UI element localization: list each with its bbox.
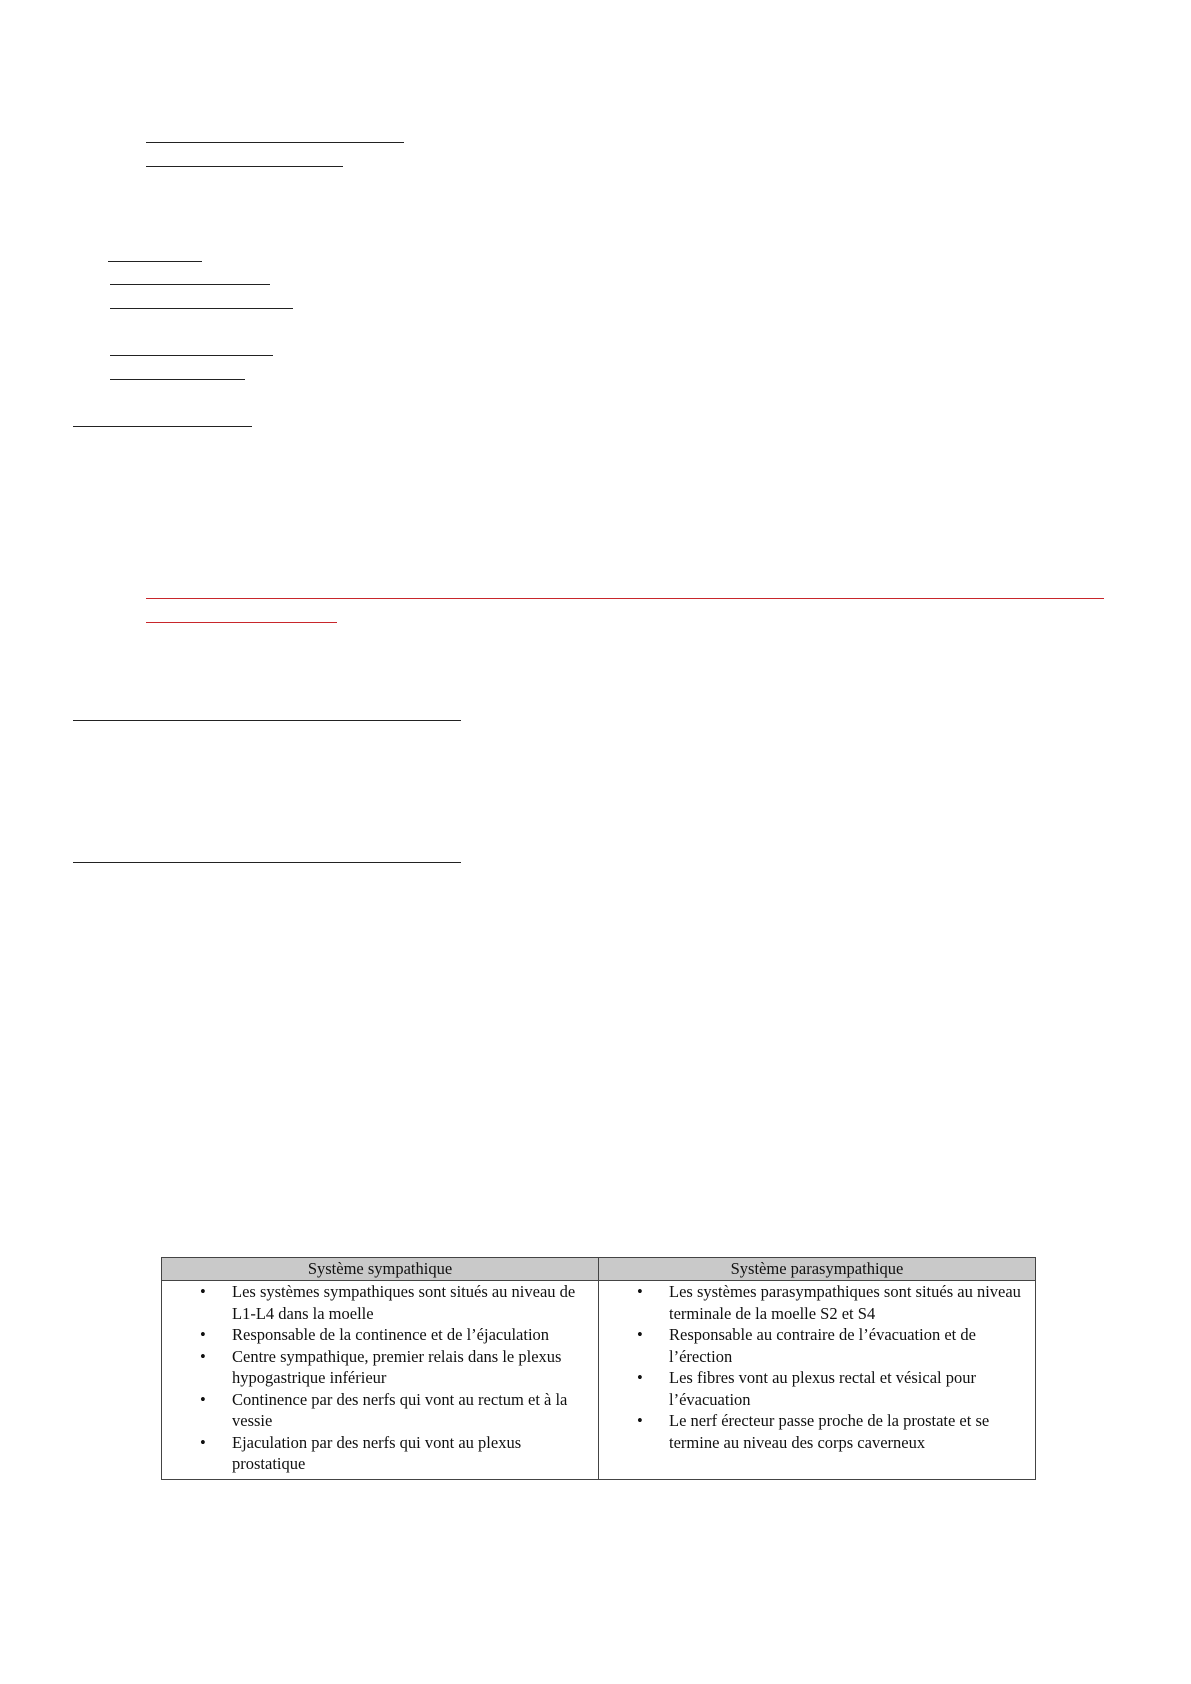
bullet-icon: • <box>200 1282 206 1301</box>
underline-rule <box>73 426 252 427</box>
list-item <box>200 1281 588 1324</box>
table-row <box>162 1281 1036 1480</box>
underline-rule <box>146 166 343 167</box>
red-underline-rule <box>146 598 1104 599</box>
bullet-icon: • <box>637 1411 643 1430</box>
bullet-icon: • <box>200 1325 206 1344</box>
list-item <box>200 1432 588 1475</box>
list-item-text: Les systèmes sympathiques sont situés au niveau de L1-L4 dans la moelle <box>232 1282 576 1323</box>
underline-rule <box>110 308 293 309</box>
bullet-icon: • <box>200 1432 206 1452</box>
table-header-row <box>162 1258 1036 1281</box>
list-item-text: Responsable de la continence et de l’éjaculation <box>232 1325 550 1344</box>
list-item <box>637 1367 1025 1410</box>
underline-rule <box>110 379 245 380</box>
underline-rule <box>110 284 270 285</box>
comparison-table <box>161 1257 1036 1480</box>
bullet-icon: • <box>637 1325 643 1344</box>
list-item-text: Responsable au contraire de l’évacuation et de l’érection <box>669 1325 976 1366</box>
parasympathique-list <box>599 1281 1025 1453</box>
cell-sympathique <box>162 1281 599 1480</box>
list-item-text: Le nerf érecteur passe proche de la prostate et se termine au niveau des corps caverneux <box>669 1411 990 1452</box>
list-item <box>637 1324 1025 1367</box>
bullet-icon: • <box>200 1346 206 1366</box>
list-item-text: Continence par des nerfs qui vont au rectum et à la vessie <box>232 1389 568 1430</box>
list-item <box>637 1281 1025 1324</box>
header-parasympathique: Système parasympathique <box>599 1258 1036 1281</box>
list-item-text: Centre sympathique, premier relais dans le plexus hypogastrique inférieur <box>232 1346 562 1387</box>
underline-rule <box>110 355 273 356</box>
list-item <box>200 1389 588 1432</box>
list-item <box>200 1324 588 1346</box>
underline-rule <box>146 142 404 143</box>
list-item-text: Les fibres vont au plexus rectal et vésical pour l’évacuation <box>669 1368 976 1409</box>
list-item-text: Ejaculation par des nerfs qui vont au plexus prostatique <box>232 1432 522 1473</box>
underline-rule <box>73 720 461 721</box>
underline-rule <box>73 862 461 863</box>
bullet-icon: • <box>637 1368 643 1387</box>
bullet-icon: • <box>637 1282 643 1301</box>
list-item-text: Les systèmes parasympathiques sont situés au niveau terminale de la moelle S2 et S4 <box>669 1282 1021 1323</box>
nervous-system-table <box>161 1257 1036 1480</box>
bullet-icon: • <box>200 1389 206 1409</box>
header-sympathique: Système sympathique <box>162 1258 599 1281</box>
list-item <box>637 1410 1025 1453</box>
red-underline-rule <box>146 622 337 623</box>
list-item <box>200 1346 588 1389</box>
sympathique-list <box>162 1281 588 1475</box>
underline-rule <box>108 261 202 262</box>
cell-parasympathique <box>599 1281 1036 1480</box>
